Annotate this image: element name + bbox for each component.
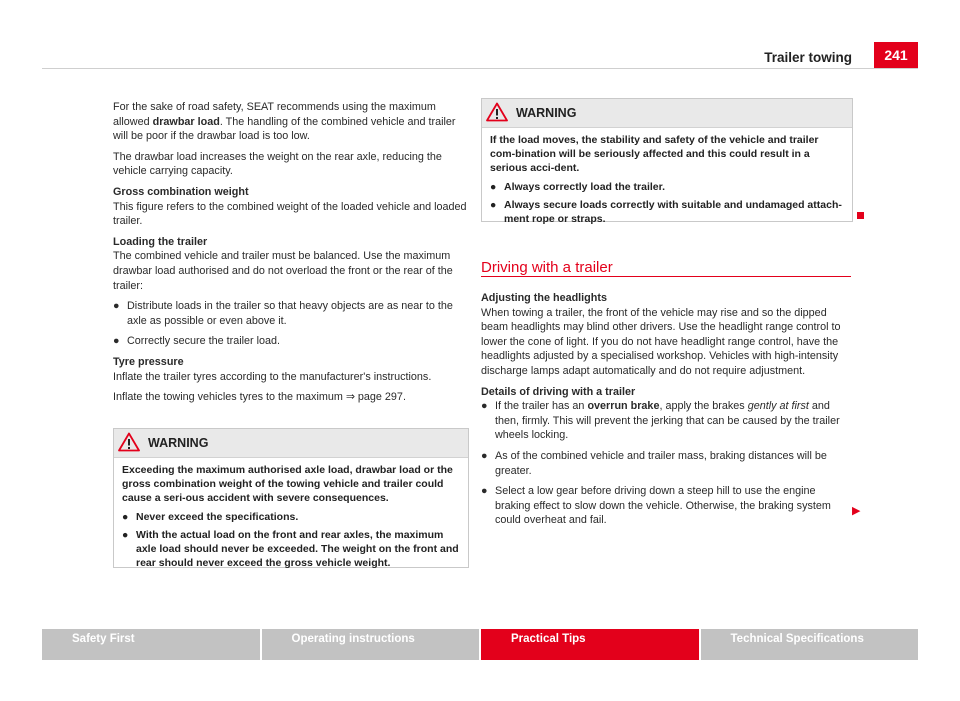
section-title: Driving with a trailer <box>481 259 613 276</box>
list-item <box>113 299 469 328</box>
list-item <box>490 198 844 226</box>
headlights-paragraph: When towing a trailer, the front of the vehicle may rise and so the dipped beam headlights may blind other drivers. Use the headlight range control to lower the cone of light. If you do not have headlight range control, have the headlights adjusted by a specialised workshop. Vehicles with high-intensity discharge lamps adapt automatically and do not require adjustment. <box>481 306 841 377</box>
warning-triangle-icon <box>486 102 508 122</box>
overrun-brake-term: overrun brake <box>587 400 660 413</box>
bullet-icon: ● <box>113 300 120 313</box>
list-item-text: Correctly secure the trailer load. <box>127 335 281 348</box>
list-item-text: Always correctly load the trailer. <box>504 181 666 193</box>
bullet-icon: ● <box>122 511 129 523</box>
gcw-heading: Gross combination weight <box>113 185 249 198</box>
loading-paragraph: The combined vehicle and trailer must be balanced. Use the maximum drawbar load authorised and do not overload the front or the rear of the trailer: <box>113 250 453 292</box>
continue-arrow-icon: ▶ <box>852 505 861 517</box>
list-item-text: , apply the brakes <box>659 400 748 413</box>
warning-text: Exceeding the maximum authorised axle load, drawbar load or the gross combination weight of the towing vehicle and trailer could cause a seri-ous accident with severe consequences. <box>122 464 453 504</box>
tyre-heading: Tyre pressure <box>113 355 184 368</box>
bullet-icon: ● <box>481 485 488 498</box>
list-item-text: Never exceed the specifications. <box>136 511 299 523</box>
list-item <box>481 449 853 478</box>
bullet-icon: ● <box>113 335 120 348</box>
warning-header <box>482 99 852 128</box>
warning-header <box>114 429 468 458</box>
list-item-text: Distribute loads in the trailer so that heavy objects are as near to the axle as possible or even above it. <box>127 300 453 327</box>
right-column-text <box>481 291 853 534</box>
bullet-icon: ● <box>122 529 129 541</box>
warning-box-load <box>113 428 469 568</box>
rear-axle-paragraph: The drawbar load increases the weight on the rear axle, reducing the vehicle carrying capacity. <box>113 150 442 178</box>
inflate-end: . <box>402 391 406 404</box>
tab-operating-instructions[interactable]: Operating instructions <box>262 629 480 660</box>
tab-safety-first[interactable]: Safety First <box>42 629 260 660</box>
tyre-paragraph: Inflate the trailer tyres according to the manufacturer's instructions. <box>113 370 432 383</box>
headlights-heading: Adjusting the headlights <box>481 292 607 304</box>
inflate-paragraph <box>113 390 469 405</box>
inflate-text: Inflate the towing vehicles tyres to the maximum <box>113 391 346 404</box>
list-item-text: With the actual load on the front and rear axles, the maximum axle load should never be exceeded. The weight on the front and rear should never exceed the gross vehicle weight. <box>136 529 459 569</box>
page-reference-link[interactable]: ⇒ page 297 <box>345 391 403 404</box>
list-item <box>481 484 853 528</box>
list-item <box>113 334 469 349</box>
warning-body <box>482 128 852 226</box>
bullet-icon: ● <box>490 199 497 211</box>
warning-label: WARNING <box>148 436 209 450</box>
list-item <box>122 528 460 570</box>
bullet-icon: ● <box>490 181 497 193</box>
gcw-paragraph: This figure refers to the combined weight of the loaded vehicle and loaded trailer. <box>113 200 467 228</box>
list-item-text: As of the combined vehicle and trailer mass, braking distances will be greater. <box>495 449 827 477</box>
bullet-icon: ● <box>481 449 488 462</box>
list-item-text: Select a low gear before driving down a steep hill to use the engine braking effect to slow down the vehicle. Otherwise, the braking system could overheat and fail. <box>495 485 831 527</box>
warning-box-load-movement <box>481 98 853 225</box>
section-title-underline <box>481 276 851 277</box>
drawbar-text-start: For the sake of road safety, SEAT recommends using the maximum allowed <box>113 101 436 128</box>
drawbar-paragraph <box>113 100 469 144</box>
tab-practical-tips[interactable]: Practical Tips <box>481 629 699 660</box>
page-number: 241 <box>874 42 918 68</box>
list-item <box>490 180 844 194</box>
section-end-marker-icon <box>857 212 864 219</box>
details-heading: Details of driving with a trailer <box>481 385 636 398</box>
list-item-text: Always secure loads correctly with suitable and undamaged attach-ment rope or straps. <box>504 199 842 225</box>
page-section-title: Trailer towing <box>764 50 852 65</box>
drawbar-load-term: drawbar load <box>152 115 220 128</box>
bullet-icon: ● <box>481 400 488 413</box>
footer-navigation <box>42 629 918 660</box>
emphasis-text: gently at first <box>747 400 809 413</box>
list-item <box>481 399 853 443</box>
header-divider <box>42 68 918 69</box>
warning-label: WARNING <box>516 106 577 120</box>
warning-body <box>114 458 468 570</box>
tab-technical-specifications[interactable]: Technical Specifications <box>701 629 919 660</box>
warning-text: If the load moves, the stability and safety of the vehicle and trailer com-bination will be seriously affected and this could result in a serious acci-dent. <box>490 134 819 174</box>
left-column <box>113 100 469 411</box>
list-item-text: and then, firmly. This will prevent the jerking that can be caused by the trailer wheels locking. <box>495 400 840 442</box>
loading-heading: Loading the trailer <box>113 235 208 248</box>
warning-triangle-icon <box>118 432 140 452</box>
list-item <box>122 510 460 524</box>
list-item-text: If the trailer has an <box>495 400 588 413</box>
drawbar-text-end: . The handling of the combined vehicle and trailer will be poor if the drawbar load is too low. <box>113 115 456 143</box>
